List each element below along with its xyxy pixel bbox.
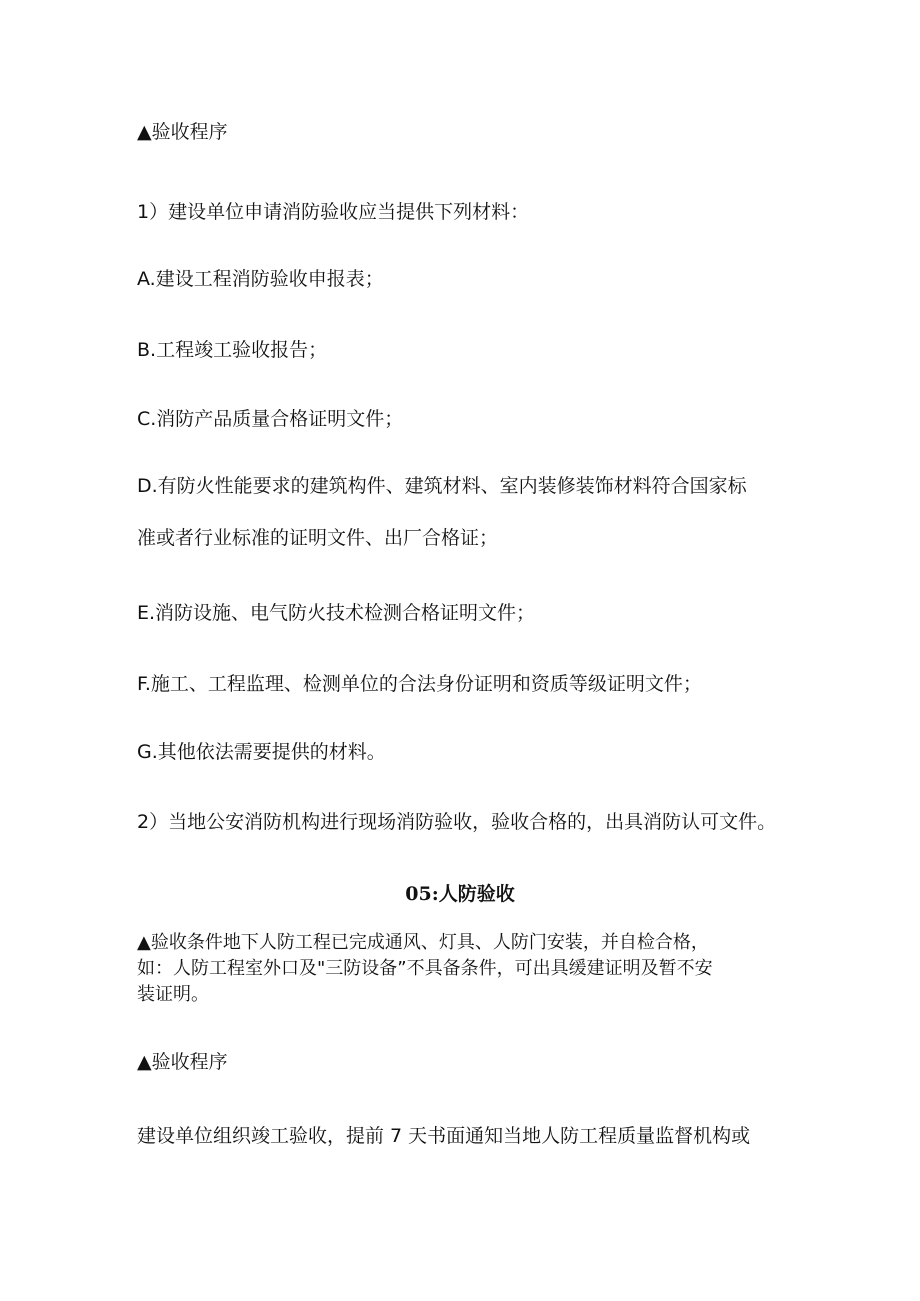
step2-text: 2）当地公安消防机构进行现场消防验收，验收合格的，出具消防认可文件。 <box>137 811 777 833</box>
list-item: G.其他依法需要提供的材料。 <box>137 741 386 763</box>
procedure-title: ▲验收程序 <box>137 121 228 143</box>
list-item: F.施工、工程监理、检测单位的合法身份证明和资质等级证明文件； <box>137 673 702 695</box>
procedure-title-2: ▲验收程序 <box>137 1051 228 1073</box>
list-item-continuation: 准或者行业标准的证明文件、出厂合格证； <box>137 527 499 549</box>
section-heading: 05:人防验收 <box>405 883 515 905</box>
list-item: C.消防产品质量合格证明文件； <box>137 408 404 430</box>
procedure-text: 建设单位组织竣工验收，提前 7 天书面通知当地人防工程质量监督机构或 <box>137 1125 751 1147</box>
paragraph-line: 如：人防工程室外口及"三防设备”不具备条件，可出具缓建证明及暂不安 <box>137 958 713 979</box>
list-item: E.消防设施、电气防火技术检测合格证明文件； <box>137 602 536 624</box>
list-item: B.工程竣工验收报告； <box>137 339 328 361</box>
list-item: A.建设工程消防验收申报表； <box>137 268 384 290</box>
paragraph-line: ▲验收条件地下人防工程已完成通风、灯具、人防门安装，并自检合格， <box>137 932 709 953</box>
list-item: D.有防火性能要求的建筑构件、建筑材料、室内装修装饰材料符合国家标 <box>137 475 747 497</box>
paragraph-line: 装证明。 <box>137 984 209 1005</box>
conditions-paragraph <box>137 930 787 1008</box>
step1-intro: 1）建设单位申请消防验收应当提供下列材料： <box>137 201 530 223</box>
